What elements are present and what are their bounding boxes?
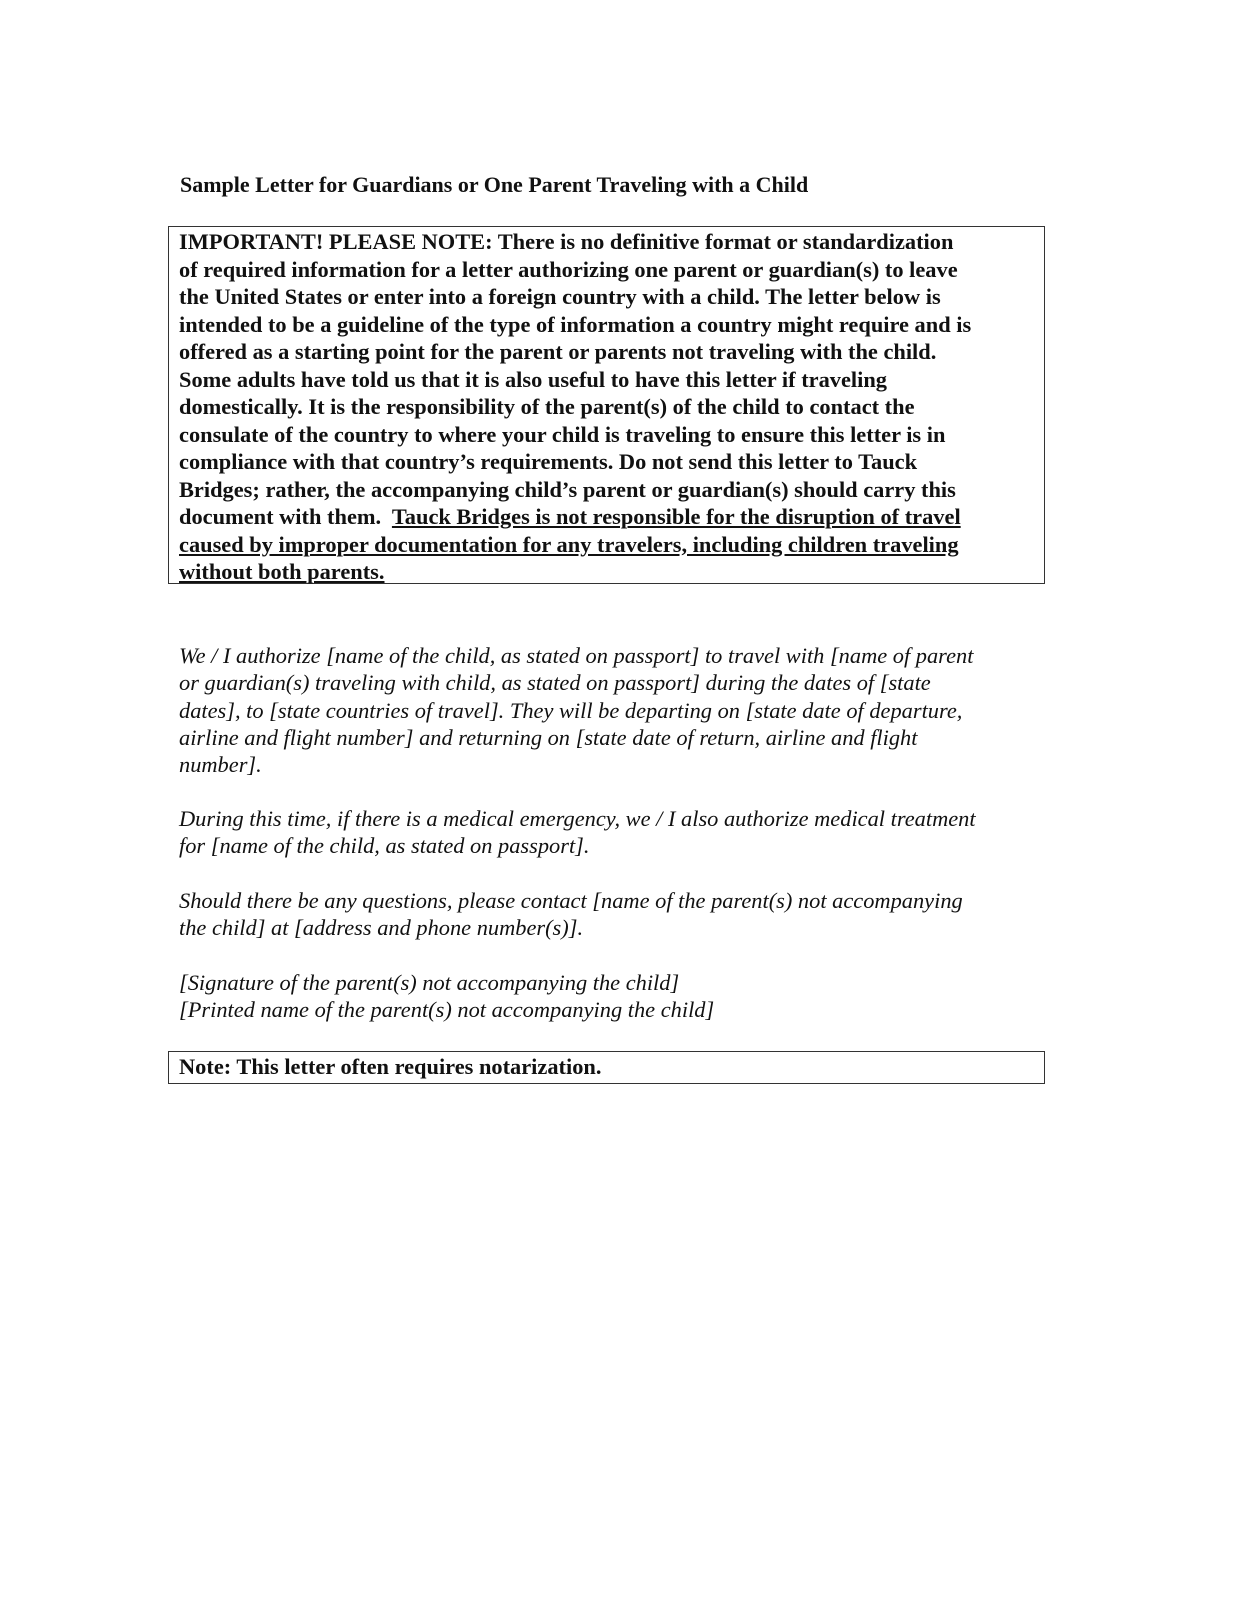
letter-line: Should there be any questions, please contact [name of the parent(s) not accompanying (179, 888, 963, 913)
printed-name-line: [Printed name of the parent(s) not accompanying the child] (179, 997, 715, 1023)
notice-line: intended to be a guideline of the type of information a country might require and is (179, 311, 972, 337)
letter-line: dates], to [state countries of travel]. They will be departing on [state date of departure, (179, 697, 963, 723)
notice-line: consulate of the country to where your child is traveling to ensure this letter is in (179, 421, 946, 447)
document-title: Sample Letter for Guardians or One Parent Traveling with a Child (180, 172, 809, 197)
notice-line (179, 503, 1034, 531)
notarization-note: Note: This letter often requires notarization. (168, 1051, 1045, 1084)
disclaimer-underlined: caused by improper documentation for any travelers, including children traveling (179, 531, 959, 557)
letter-line: for [name of the child, as stated on passport]. (179, 833, 590, 859)
notice-line: compliance with that country’s requirements. Do not send this letter to Tauck (179, 449, 918, 474)
notice-line: domestically. It is the responsibility of the parent(s) of the child to contact the (179, 394, 915, 419)
disclaimer-underlined: without both parents. (179, 559, 385, 584)
disclaimer-underlined: Tauck Bridges is not responsible for the disruption of travel (391, 504, 961, 529)
notice-line: the United States or enter into a foreign country with a child. The letter below is (179, 284, 941, 309)
notice-line: Some adults have told us that it is also useful to have this letter if traveling (179, 366, 888, 392)
letter-line: the child] at [address and phone number(s)]. (179, 915, 584, 941)
signature-line: [Signature of the parent(s) not accompanying the child] (179, 970, 680, 995)
letter-paragraph-authorization (179, 642, 973, 778)
letter-line: or guardian(s) traveling with child, as stated on passport] during the dates of [state (179, 670, 931, 696)
letter-line: airline and flight number] and returning on [state date of return, airline and flight (179, 724, 918, 750)
notice-line-plain: document with them. (179, 504, 392, 529)
notice-line: Bridges; rather, the accompanying child’s parent or guardian(s) should carry this (179, 476, 956, 502)
letter-line: number]. (179, 752, 262, 778)
letter-paragraph-medical (179, 805, 976, 860)
notice-line: IMPORTANT! PLEASE NOTE: There is no definitive format or standardization (179, 229, 954, 254)
notice-line: offered as a starting point for the parent or parents not traveling with the child. (179, 339, 937, 364)
important-notice-box (168, 226, 1045, 584)
letter-paragraph-contact (179, 887, 963, 942)
letter-line: We / I authorize [name of the child, as stated on passport] to travel with [name of parent (179, 643, 974, 668)
notice-line: of required information for a letter authorizing one parent or guardian(s) to leave (179, 256, 958, 282)
letter-signature-block (179, 969, 714, 1024)
letter-line: During this time, if there is a medical emergency, we / I also authorize medical treatment (179, 806, 976, 831)
